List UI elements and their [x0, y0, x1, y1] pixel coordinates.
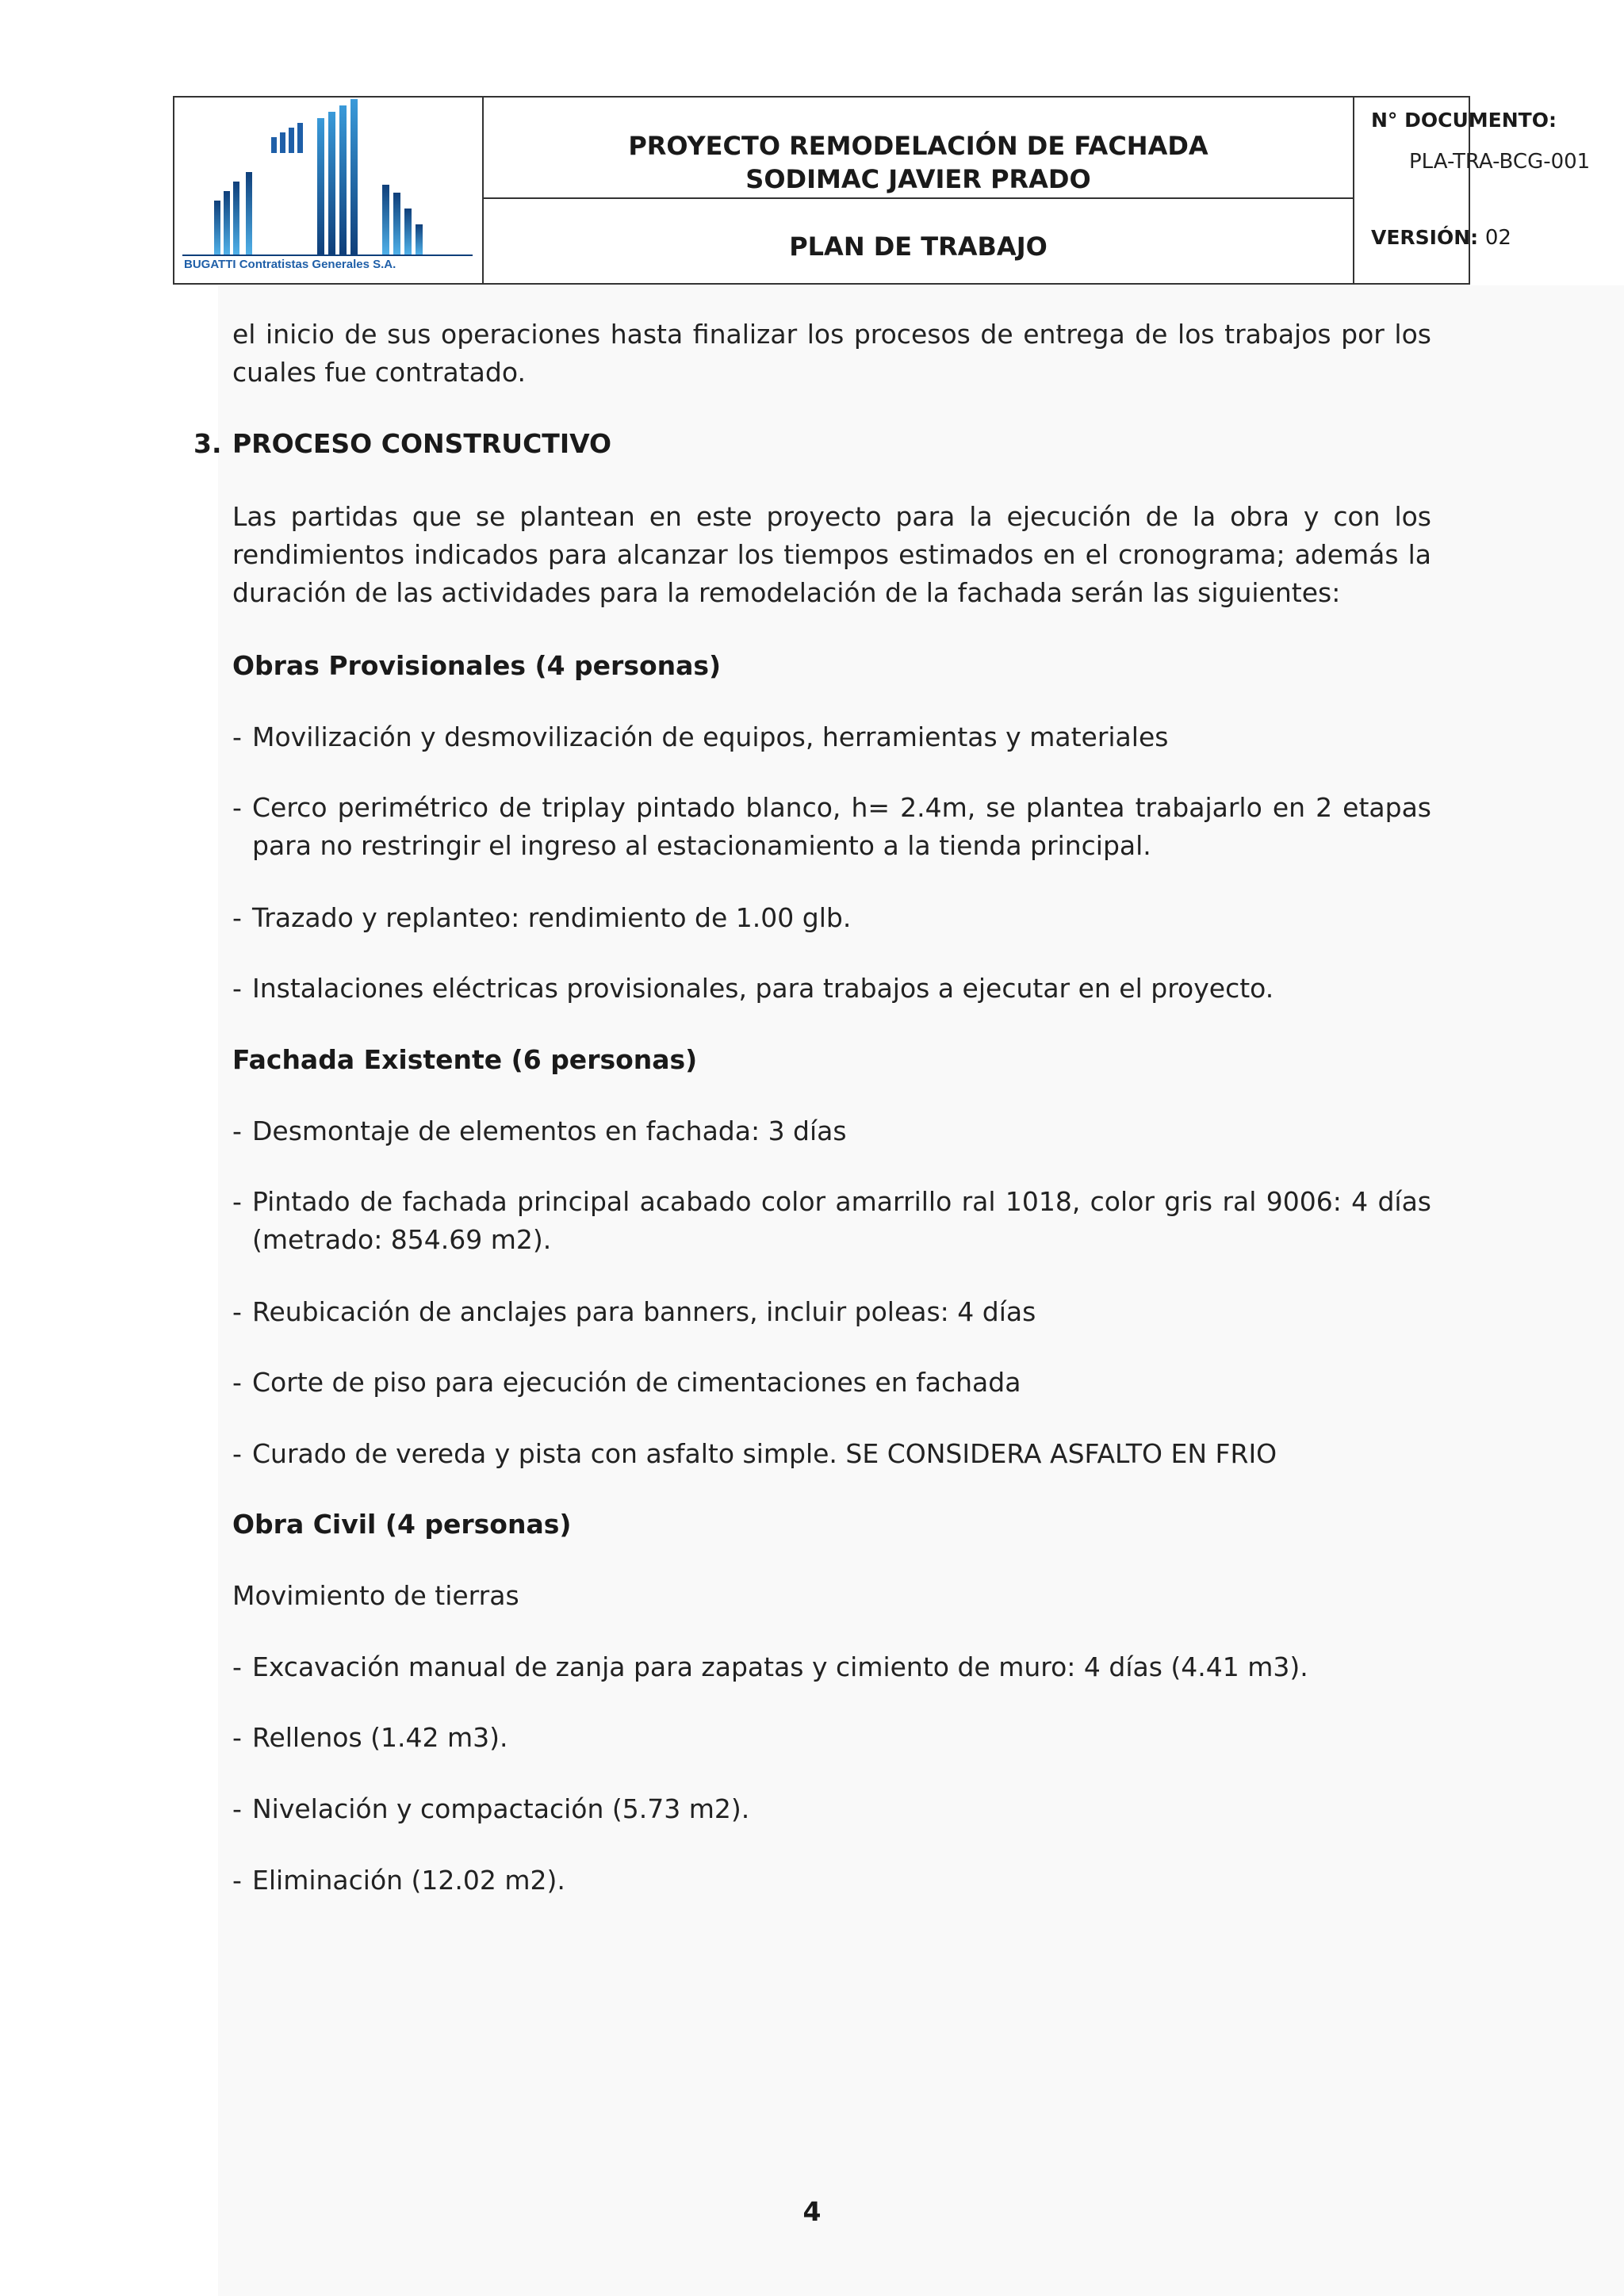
version-value: 02: [1484, 226, 1511, 250]
list-item: [232, 1183, 1431, 1259]
list-item-text: Curado de vereda y pista con asfalto simple. SE CONSIDERA ASFALTO EN FRIO: [252, 1438, 1277, 1469]
list-item: [232, 899, 1431, 937]
version-label-row: [1371, 226, 1511, 250]
building-logo-icon: [174, 98, 481, 283]
project-title: [484, 98, 1354, 199]
group-subheading: Movimiento de tierras: [232, 1580, 519, 1611]
list-item-text: Rellenos (1.42 m3).: [252, 1722, 508, 1753]
list-item: [232, 1364, 1431, 1402]
document-number-value: PLA-TRA-BCG-001: [1409, 150, 1591, 174]
project-title-line-2: SODIMAC JAVIER PRADO: [745, 164, 1091, 194]
list-item-text: Cerco perimétrico de triplay pintado blanco, h= 2.4m, se plantea trabajarlo en 2 etapas para no restringir el ingreso al estacionamiento a la tienda principal.: [252, 792, 1431, 861]
logo-caption: BUGATTI Contratistas Generales S.A.: [184, 258, 396, 271]
bullet-dash: -: [232, 1722, 242, 1753]
list-item: [232, 1790, 1431, 1828]
list-item-text: Instalaciones eléctricas provisionales, para trabajos a ejecutar en el proyecto.: [252, 973, 1274, 1004]
document-number-label: N° DOCUMENTO:: [1371, 109, 1557, 132]
list-item: [232, 718, 1431, 756]
document-subtitle: [484, 199, 1354, 283]
list-item-text: Eliminación (12.02 m2).: [252, 1865, 565, 1896]
bullet-dash: -: [232, 1865, 242, 1896]
document-header: [173, 96, 1591, 285]
bullet-dash: -: [232, 1186, 242, 1217]
list-item: [232, 1112, 1431, 1150]
list-item: [232, 970, 1431, 1008]
intro-paragraph: Las partidas que se plantean en este proyecto para la ejecución de la obra y con los rendimientos indicados para alcanzar los tiempos estimados en el cronograma; además la duración de las actividades para la remodelación de la fachada serán las siguientes:: [232, 501, 1431, 608]
list-item-text: Trazado y replanteo: rendimiento de 1.00 glb.: [252, 902, 852, 933]
company-logo: [174, 98, 484, 283]
group-title-provisionales: Obras Provisionales (4 personas): [232, 650, 722, 681]
section-number: 3.: [193, 428, 222, 459]
bullet-dash: -: [232, 1115, 242, 1146]
list-item-text: Movilización y desmovilización de equipos, herramientas y materiales: [252, 721, 1169, 752]
list-item: [232, 1862, 1431, 1900]
bullet-dash: -: [232, 973, 242, 1004]
list-item: [232, 1293, 1431, 1331]
version-label: VERSIÓN:: [1371, 226, 1479, 249]
list-item: [232, 1648, 1431, 1686]
document-subtitle-text: PLAN DE TRABAJO: [789, 232, 1048, 262]
continuation-paragraph: el inicio de sus operaciones hasta finalizar los procesos de entrega de los trabajos por los cuales fue contratado.: [232, 319, 1431, 388]
list-item-text: Nivelación y compactación (5.73 m2).: [252, 1793, 750, 1824]
list-item: [232, 789, 1431, 865]
bullet-dash: -: [232, 1651, 242, 1682]
section-title: PROCESO CONSTRUCTIVO: [232, 428, 612, 459]
bullet-dash: -: [232, 902, 242, 933]
bullet-dash: -: [232, 1296, 242, 1327]
bullet-dash: -: [232, 721, 242, 752]
bullet-dash: -: [232, 792, 242, 823]
list-item-text: Reubicación de anclajes para banners, incluir poleas: 4 días: [252, 1296, 1036, 1327]
bullet-dash: -: [232, 1438, 242, 1469]
list-item-text: Corte de piso para ejecución de cimentaciones en fachada: [252, 1367, 1021, 1398]
version-cell: [1354, 199, 1624, 283]
list-item: [232, 1719, 1431, 1757]
group-title-fachada: Fachada Existente (6 personas): [232, 1044, 698, 1075]
page-number: 4: [802, 2196, 822, 2227]
list-item-text: Desmontaje de elementos en fachada: 3 días: [252, 1115, 847, 1146]
group-title-obra-civil: Obra Civil (4 personas): [232, 1509, 572, 1540]
bullet-dash: -: [232, 1367, 242, 1398]
project-title-line-1: PROYECTO REMODELACIÓN DE FACHADA: [628, 131, 1208, 161]
list-item: [232, 1435, 1431, 1473]
list-item-text: Pintado de fachada principal acabado color amarrillo ral 1018, color gris ral 9006: 4 días (metrado: 854.69 m2).: [252, 1186, 1431, 1255]
bullet-dash: -: [232, 1793, 242, 1824]
list-item-text: Excavación manual de zanja para zapatas y cimiento de muro: 4 días (4.41 m3).: [252, 1651, 1308, 1682]
